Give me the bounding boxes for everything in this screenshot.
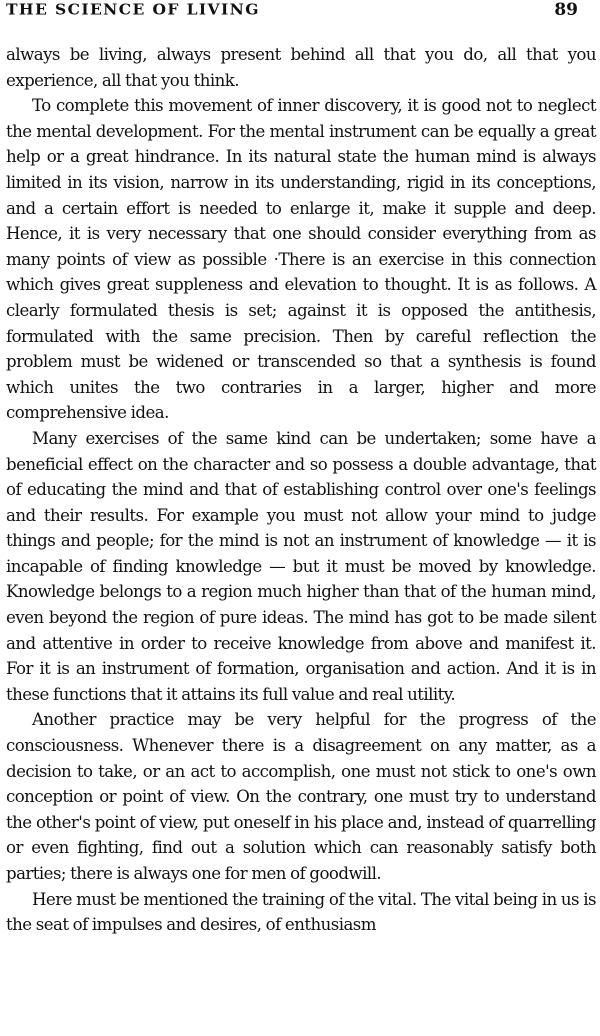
page-number: 89: [554, 0, 578, 20]
paragraph-exercises: Many exercises of the same kind can be undertaken; some have a beneficial effect on the character and so possess a double advantage, that of educating the mind and that of establishing control over one's feelings and their results. For example you must not allow your mind to judge things and people; for the mind is not an instrument of knowledge — it is incapable of finding knowledge — but it must be moved by knowledge. Knowledge belongs to a region much higher than that of the human mind, even beyond the region of pure ideas. The mind has got to be made silent and attentive in order to receive knowledge from above and manifest it. For it is an instrument of formation, organisation and action. And it is in these functions that it attains its full value and real utility.: [6, 428, 596, 704]
running-head: [6, 0, 590, 24]
running-title: THE SCIENCE OF LIVING: [6, 0, 260, 19]
paragraph-vital-training: Here must be mentioned the training of the vital. The vital being in us is the seat of impulses and desires, of enthusiasm: [6, 889, 596, 935]
paragraph-disagreement: Another practice may be very helpful for the progress of the consciousness. Whenever there is a disagreement on any matter, as a decision to take, or an act to accomplish, one must not stick to one's own conception or point of view. On the contrary, one must try to understand the other's point of view, put oneself in his place and, instead of quarrelling or even fighting, find out a solution which can reasonably satisfy both parties; there is always one for men of goodwill.: [6, 710, 596, 883]
paragraph-mental-development: To complete this movement of inner discovery, it is good not to neglect the mental development. For the mental instrument can be equally a great help or a great hindrance. In its natural state the human mind is always limited in its vision, narrow in its understanding, rigid in its conceptions, and a certain effort is needed to enlarge it, make it supple and deep. Hence, it is very necessary that one should consider everything from as many points of view as possible ·There is an exercise in this connection which gives great suppleness and elevation to thought. It is as follows. A clearly formulated thesis is set; against it is opposed the antithesis, formulated with the same precision. Then by careful reflection the problem must be widened or transcended so that a synthesis is found which unites the two contraries in a larger, higher and more comprehensive idea.: [6, 96, 596, 423]
paragraph-continuation: always be living, always present behind all that you do, all that you experience, all that you think.: [6, 45, 596, 90]
body-text: [6, 42, 596, 938]
